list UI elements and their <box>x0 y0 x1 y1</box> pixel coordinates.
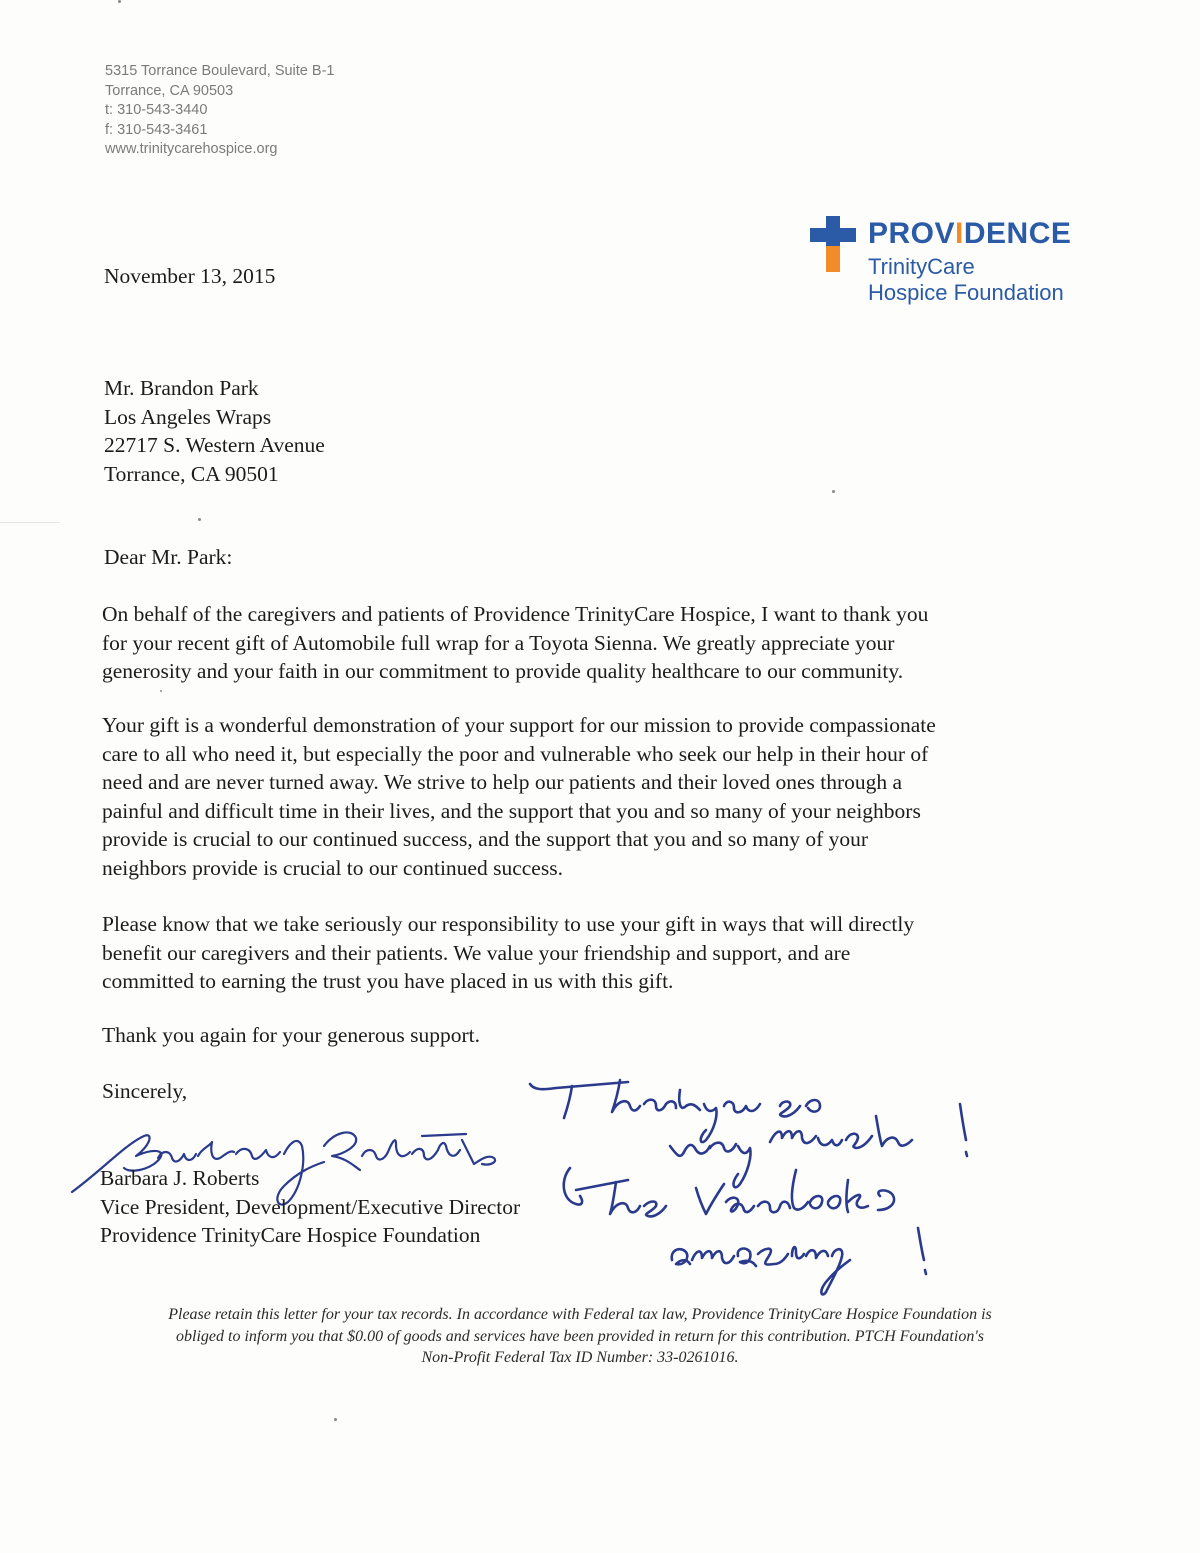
signer-organization: Providence TrinityCare Hospice Foundation <box>100 1223 481 1248</box>
logo-subtitle <box>868 254 1064 306</box>
logo-line-3: Hospice Foundation <box>868 280 1064 305</box>
footer-line-1: Please retain this letter for your tax records. In accordance with Federal tax law, Providence TrinityCare Hospice Foundation is <box>168 1306 992 1323</box>
recipient-city: Torrance, CA 90501 <box>104 461 279 486</box>
recipient-address <box>104 374 325 488</box>
recipient-company: Los Angeles Wraps <box>104 404 272 429</box>
logo-wordmark: PROVIDENCE <box>868 217 1072 250</box>
paragraph-line: painful and difficult time in their lives, and the support that you and so many of your neighbors <box>102 798 921 823</box>
scan-speck <box>832 490 835 493</box>
paragraph-line: Your gift is a wonderful demonstration of your support for our mission to provide compassionate <box>102 713 936 737</box>
return-street: 5315 Torrance Boulevard, Suite B-1 <box>105 63 335 79</box>
logo-line-2: TrinityCare <box>868 254 975 279</box>
return-fax: f: 310-543-3461 <box>105 121 208 138</box>
scan-speck <box>160 690 162 692</box>
tax-footer <box>60 1304 1100 1369</box>
scan-speck <box>198 518 201 521</box>
paragraph-line: for your recent gift of Automobile full wrap for a Toyota Sienna. We greatly appreciate your <box>102 630 895 655</box>
fold-line <box>0 522 60 523</box>
paragraph-line: neighbors provide is crucial to our continued success. <box>102 855 563 880</box>
footer-line-3: Non-Profit Federal Tax ID Number: 33-0261016. <box>421 1349 739 1366</box>
thanks-line: Thank you again for your generous support. <box>102 1023 480 1047</box>
paragraph-line: committed to earning the trust you have placed in us with this gift. <box>102 969 674 994</box>
return-city: Torrance, CA 90503 <box>105 82 234 99</box>
paragraph-line: benefit our caregivers and their patients. We value your friendship and support, and are <box>102 940 851 965</box>
handwritten-note <box>520 1060 1020 1300</box>
providence-logo <box>810 216 1110 316</box>
signer-block <box>100 1164 520 1250</box>
recipient-street: 22717 S. Western Avenue <box>104 433 325 458</box>
paragraph-line: On behalf of the caregivers and patients of Providence TrinityCare Hospice, I want to thank you <box>102 602 929 626</box>
scan-speck <box>334 1418 337 1421</box>
closing: Sincerely, <box>102 1079 188 1103</box>
return-website: www.trinitycarehospice.org <box>105 141 278 158</box>
footer-line-2: obliged to inform you that $0.00 of goods and services have been provided in return for this contribution. PTCH Foundation's <box>176 1327 984 1345</box>
paragraph-3 <box>102 910 914 996</box>
paragraph-line: need and are never turned away. We strive to help our patients and their loved ones through a <box>102 770 903 795</box>
paragraph-line: care to all who need it, but especially the poor and vulnerable who seek our help in their hour of <box>102 741 929 766</box>
scan-speck <box>118 0 121 3</box>
cross-icon <box>810 216 856 272</box>
return-phone: t: 310-543-3440 <box>105 102 208 119</box>
salutation: Dear Mr. Park: <box>104 545 233 569</box>
recipient-name: Mr. Brandon Park <box>104 376 259 400</box>
paragraph-line: Please know that we take seriously our responsibility to use your gift in ways that will directly <box>102 912 915 936</box>
signer-name: Barbara J. Roberts <box>100 1166 260 1190</box>
signer-title: Vice President, Development/Executive Director <box>100 1194 521 1219</box>
paragraph-1 <box>102 600 928 686</box>
letter-date: November 13, 2015 <box>104 264 276 288</box>
paragraph-2 <box>102 711 936 883</box>
return-address <box>105 62 334 160</box>
paragraph-line: generosity and your faith in our commitment to provide quality healthcare to our community. <box>102 659 904 684</box>
paragraph-line: provide is crucial to our continued success, and the support that you and so many of your <box>102 827 869 852</box>
